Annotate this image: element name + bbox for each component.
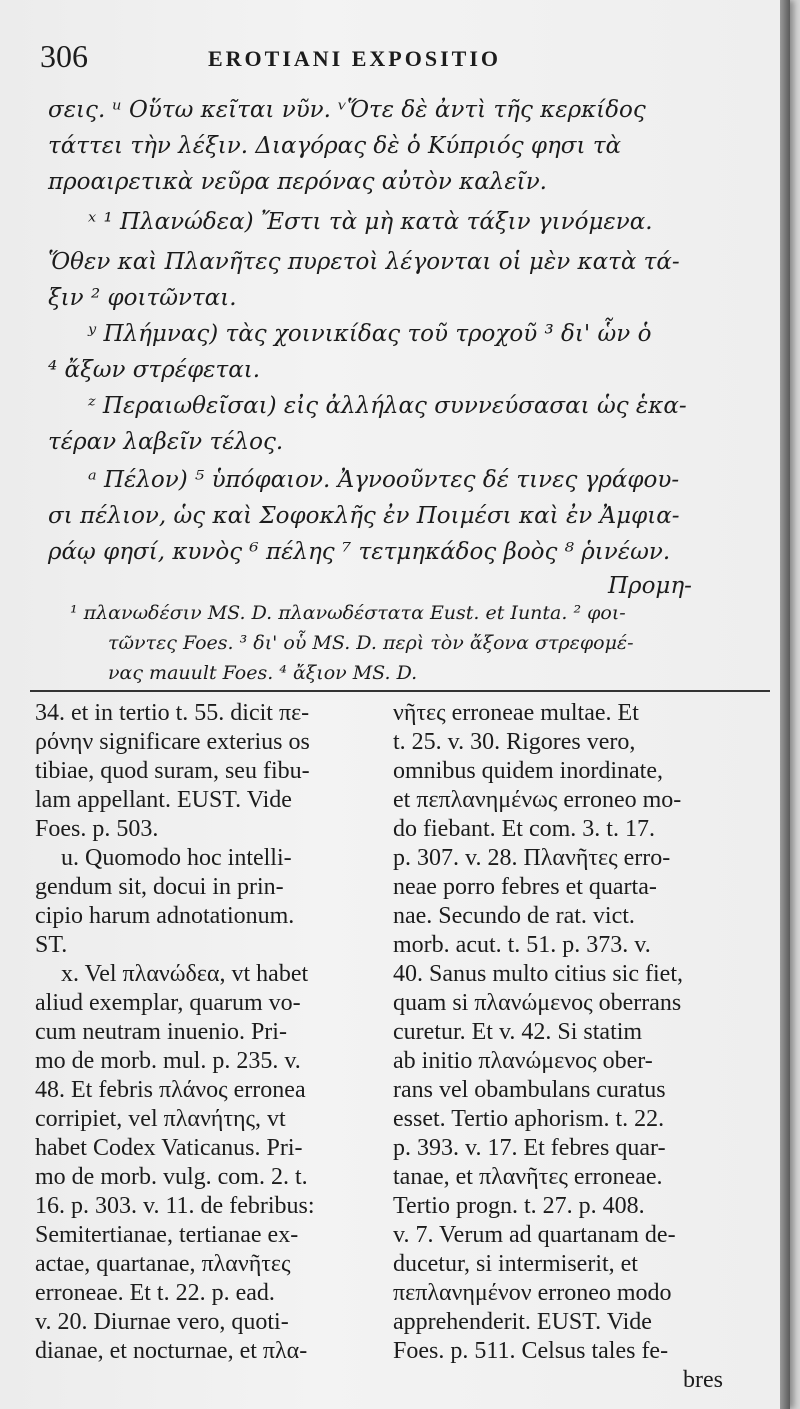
greek-line: προαιρετικὰ νεῦρα περόνας αὐτὸν καλεῖν.	[48, 169, 547, 195]
page-number: 306	[40, 38, 88, 74]
catchword: bres	[683, 1367, 723, 1393]
commentary-line: neae porro febres et quarta-	[393, 874, 657, 900]
footnote-line: ¹ πλανωδέσιν MS. D. πλανωδέστατα Eust. et Iunta. ² φοι-	[70, 602, 626, 624]
commentary-line: esset. Tertio aphorism. t. 22.	[393, 1106, 665, 1132]
commentary-line: cum neutram inuenio. Pri-	[35, 1019, 287, 1045]
commentary-line: 34. et in tertio t. 55. dicit πε-	[35, 700, 310, 726]
commentary-line: cipio harum adnotationum.	[35, 903, 295, 929]
commentary-line: Tertio progn. t. 27. p. 408.	[393, 1193, 645, 1219]
greek-line: Ὅθεν καὶ Πλανῆτες πυρετοὶ λέγονται οἱ μὲν κατὰ τά-	[48, 249, 680, 275]
greek-line: τάττει τὴν λέξιν. Διαγόρας δὲ ὁ Κύπριός φησι τὰ	[48, 133, 622, 159]
commentary-line: omnibus quidem inordinate,	[393, 758, 663, 784]
commentary-line: ab initio πλανώμενος ober-	[393, 1048, 653, 1074]
footnote-line: τῶντες Foes. ³ δι' οὗ MS. D. περὶ τὸν ἄξονα στρεφομέ-	[108, 632, 634, 654]
commentary-line: tibiae, quod suram, seu fibu-	[35, 758, 310, 784]
commentary-line: x. Vel πλανώδεα, vt habet	[61, 961, 309, 987]
commentary-line: et πεπλανημένως erroneo mo-	[393, 787, 682, 813]
greek-line: ⁴ ἄξων στρέφεται.	[48, 357, 261, 383]
commentary-line: v. 7. Verum ad quartanam de-	[393, 1222, 676, 1248]
commentary-line: aliud exemplar, quarum vo-	[35, 990, 301, 1016]
commentary-line: πεπλανημένον erroneo modo	[393, 1280, 672, 1306]
commentary-line: Foes. p. 503.	[35, 816, 159, 842]
commentary-line: 48. Et febris πλάνος erronea	[35, 1077, 306, 1103]
greek-line: ᶻ Περαιωθεῖσαι) εἰς ἀλλήλας συννεύσασαι ὡς ἑκα-	[88, 393, 687, 419]
greek-line: τέραν λαβεῖν τέλος.	[48, 429, 284, 455]
greek-line: σι πέλιον, ὡς καὶ Σοφοκλῆς ἐν Ποιμέσι καὶ ἐν Ἀμφια-	[48, 503, 680, 529]
footnote-line: νας mauult Foes. ⁴ ἄξιον MS. D.	[108, 662, 418, 684]
page-header	[40, 38, 740, 78]
commentary-line: Foes. p. 511. Celsus tales fe-	[393, 1338, 669, 1364]
greek-line: ράῳ φησί, κυνὸς ⁶ πέλης ⁷ τετμηκάδος βοὸς ⁸ ῥινέων.	[48, 539, 671, 565]
greek-line: ʸ Πλήμνας) τὰς χοινικίδας τοῦ τροχοῦ ³ δι' ὧν ὁ	[88, 321, 652, 347]
running-title: EROTIANI EXPOSITIO	[208, 46, 502, 71]
commentary-line: lam appellant. EUST. Vide	[35, 787, 292, 813]
commentary-line: morb. acut. t. 51. p. 373. v.	[393, 932, 651, 958]
commentary-line: corripiet, vel πλανήτης, vt	[35, 1106, 286, 1132]
commentary-line: mo de morb. mul. p. 235. v.	[35, 1048, 301, 1074]
commentary-line: nae. Secundo de rat. vict.	[393, 903, 635, 929]
commentary-line: νῆτες erroneae multae. Et	[393, 700, 639, 726]
commentary-line: mo de morb. vulg. com. 2. t.	[35, 1164, 308, 1190]
greek-line: ξιν ² φοιτῶνται.	[48, 285, 237, 311]
commentary-line: v. 20. Diurnae vero, quoti-	[35, 1309, 289, 1335]
commentary-line: quam si πλανώμενος oberrans	[393, 990, 682, 1016]
commentary-line: 16. p. 303. v. 11. de febribus:	[35, 1193, 315, 1219]
page-edge	[780, 0, 790, 1409]
commentary-line: tanae, et πλανῆτες erroneae.	[393, 1164, 663, 1190]
greek-line: ᵃ Πέλον) ⁵ ὑπόφαιον. Ἀγνοοῦντες δέ τινες γράφου-	[88, 467, 680, 493]
separator-rule	[30, 690, 770, 692]
commentary-line: u. Quomodo hoc intelli-	[61, 845, 292, 871]
commentary-line: do fiebant. Et com. 3. t. 17.	[393, 816, 655, 842]
commentary-line: apprehenderit. EUST. Vide	[393, 1309, 652, 1335]
commentary-line: habet Codex Vaticanus. Pri-	[35, 1135, 303, 1161]
greek-line: ˣ ¹ Πλανώδεα) Ἔστι τὰ μὴ κατὰ τάξιν γινόμενα.	[88, 209, 653, 235]
commentary-line: dianae, et nocturnae, et πλα-	[35, 1338, 308, 1364]
commentary-line: ST.	[35, 932, 68, 958]
commentary-line: erroneae. Et t. 22. p. ead.	[35, 1280, 275, 1306]
commentary-line: rans vel obambulans curatus	[393, 1077, 666, 1103]
commentary-line: Semitertianae, tertianae ex-	[35, 1222, 299, 1248]
commentary-line: 40. Sanus multo citius sic fiet,	[393, 961, 683, 987]
catchword: Προμη-	[608, 573, 692, 599]
commentary-line: ρόνην significare exterius os	[35, 729, 310, 755]
commentary-line: curetur. Et v. 42. Si statim	[393, 1019, 643, 1045]
commentary-line: p. 307. v. 28. Πλανῆτες erro-	[393, 845, 671, 871]
commentary-line: t. 25. v. 30. Rigores vero,	[393, 729, 636, 755]
greek-line: σεις. ᵘ Οὕτω κεῖται νῦν. ᵛὍτε δὲ ἀντὶ τῆς κερκίδος	[48, 97, 646, 123]
commentary-line: p. 393. v. 17. Et febres quar-	[393, 1135, 666, 1161]
commentary-line: actae, quartanae, πλανῆτες	[35, 1251, 291, 1277]
commentary-line: gendum sit, docui in prin-	[35, 874, 284, 900]
commentary-line: ducetur, si intermiserit, et	[393, 1251, 638, 1277]
